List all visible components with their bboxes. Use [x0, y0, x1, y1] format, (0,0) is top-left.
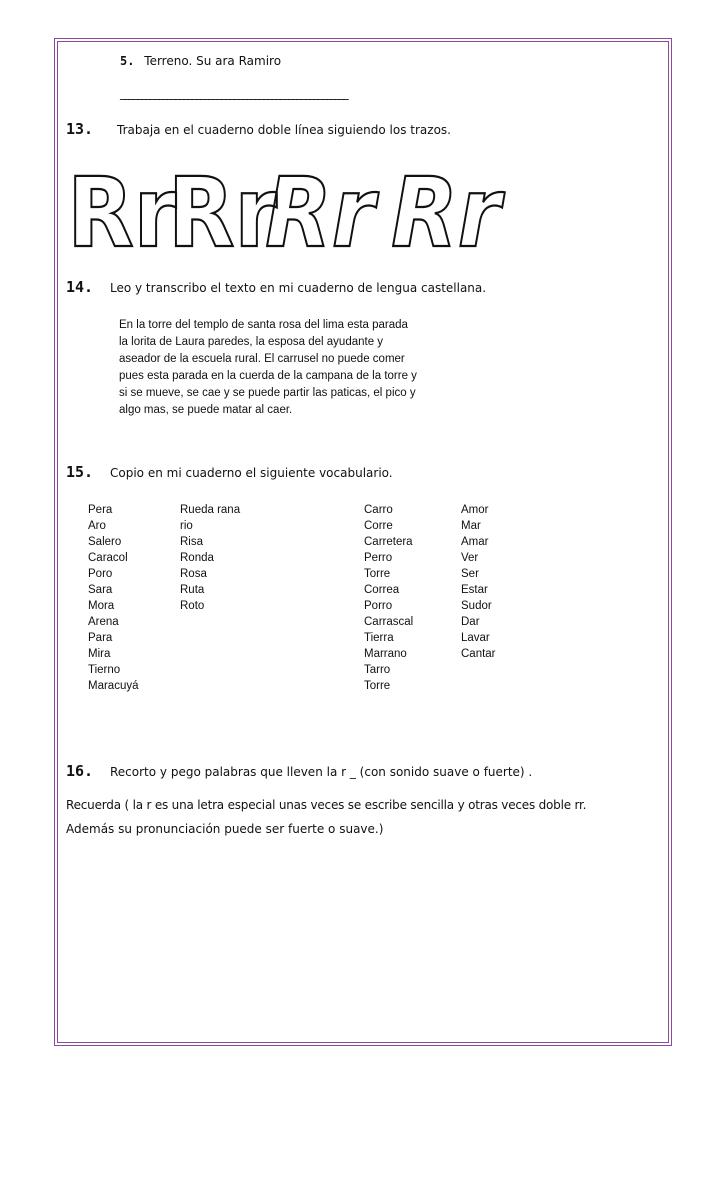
section-13-instruction: Trabaja en el cuaderno doble línea siguiendo los trazos. — [117, 123, 451, 137]
paragraph-line: aseador de la escuela rural. El carrusel no puede comer — [119, 353, 405, 365]
vocab-word: Maracuyá — [88, 680, 139, 692]
vocab-word: Sudor — [461, 600, 492, 612]
vocab-word: Perro — [364, 552, 393, 564]
section-15-number: 15. — [66, 463, 94, 481]
vocab-word: Tierno — [88, 664, 121, 676]
vocab-word: Corre — [364, 520, 393, 532]
vocab-column-1 — [88, 502, 139, 694]
vocab-word: Marrano — [364, 648, 407, 660]
vocab-word: Aro — [88, 520, 106, 532]
section-16-number: 16. — [66, 762, 94, 780]
vocab-word: Sara — [88, 584, 113, 596]
vocab-word: Torre — [364, 568, 391, 580]
vocab-word: Poro — [88, 568, 113, 580]
reminder-line-1: Recuerda ( la r es una letra especial unas veces se escribe sencilla y otras veces doble rr. — [66, 798, 587, 812]
outline-rr-3: Rr — [265, 156, 375, 260]
paragraph-line: la lorita de Laura paredes, la esposa del ayudante y — [119, 336, 384, 348]
vocab-word: Cantar — [461, 648, 496, 660]
vocab-word: Salero — [88, 536, 122, 548]
section-14-instruction: Leo y transcribo el texto en mi cuaderno de lengua castellana. — [110, 281, 487, 295]
item-5-text: Terreno. Su ara Ramiro — [144, 54, 282, 68]
vocab-word: Risa — [180, 536, 204, 548]
vocab-word: Carro — [364, 504, 393, 516]
vocab-word: Caracol — [88, 552, 128, 564]
vocab-word: Mira — [88, 648, 111, 660]
vocab-word: Estar — [461, 584, 488, 596]
reminder-line-2: Además su pronunciación puede ser fuerte o suave.) — [66, 822, 384, 836]
outline-rr-2: Rr — [168, 156, 278, 260]
item-5 — [120, 54, 281, 68]
vocab-word: Carretera — [364, 536, 413, 548]
vocab-word: Porro — [364, 600, 393, 612]
vocab-word: rio — [180, 520, 193, 532]
vocab-word: Para — [88, 632, 113, 644]
vocab-word: Carrascal — [364, 616, 414, 628]
vocab-word: Pera — [88, 504, 113, 516]
vocab-word: Ruta — [180, 584, 205, 596]
vocab-word: Arena — [88, 616, 119, 628]
outline-letters — [60, 150, 520, 260]
item-5-number: 5. — [120, 54, 135, 68]
vocab-word: Tierra — [364, 632, 394, 644]
vocab-column-2 — [180, 502, 240, 614]
paragraph-line: algo mas, se puede matar al caer. — [119, 404, 293, 416]
paragraph-line: si se mueve, se cae y se puede partir las paticas, el pico y — [119, 387, 416, 399]
section-13-number: 13. — [66, 120, 94, 138]
section-14-number: 14. — [66, 278, 94, 296]
outline-rr-4: Rr — [391, 156, 501, 260]
section-15-instruction: Copio en mi cuaderno el siguiente vocabulario. — [110, 466, 393, 480]
vocab-column-4 — [461, 502, 496, 662]
answer-line: ______________________________________________________ — [120, 86, 347, 100]
vocab-column-3 — [364, 502, 413, 694]
vocab-word: Ser — [461, 568, 479, 580]
vocab-word: Tarro — [364, 664, 391, 676]
vocab-word: Mora — [88, 600, 115, 612]
vocab-word: Rosa — [180, 568, 207, 580]
vocab-word: Correa — [364, 584, 400, 596]
reading-paragraph — [119, 317, 417, 419]
outline-rr-1: Rr — [67, 156, 177, 260]
vocab-word: Amor — [461, 504, 489, 516]
vocab-word: Rueda rana — [180, 504, 241, 516]
paragraph-line: pues esta parada en la cuerda de la campana de la torre y — [119, 370, 417, 382]
paragraph-line: En la torre del templo de santa rosa del lima esta parada — [119, 319, 408, 331]
vocab-word: Roto — [180, 600, 205, 612]
vocab-word: Amar — [461, 536, 489, 548]
section-16-instruction: Recorto y pego palabras que lleven la r _ (con sonido suave o fuerte) . — [110, 765, 533, 779]
vocab-word: Mar — [461, 520, 481, 532]
vocab-word: Torre — [364, 680, 391, 692]
vocab-word: Ver — [461, 552, 479, 564]
vocab-word: Ronda — [180, 552, 214, 564]
vocab-word: Lavar — [461, 632, 490, 644]
vocab-word: Dar — [461, 616, 480, 628]
